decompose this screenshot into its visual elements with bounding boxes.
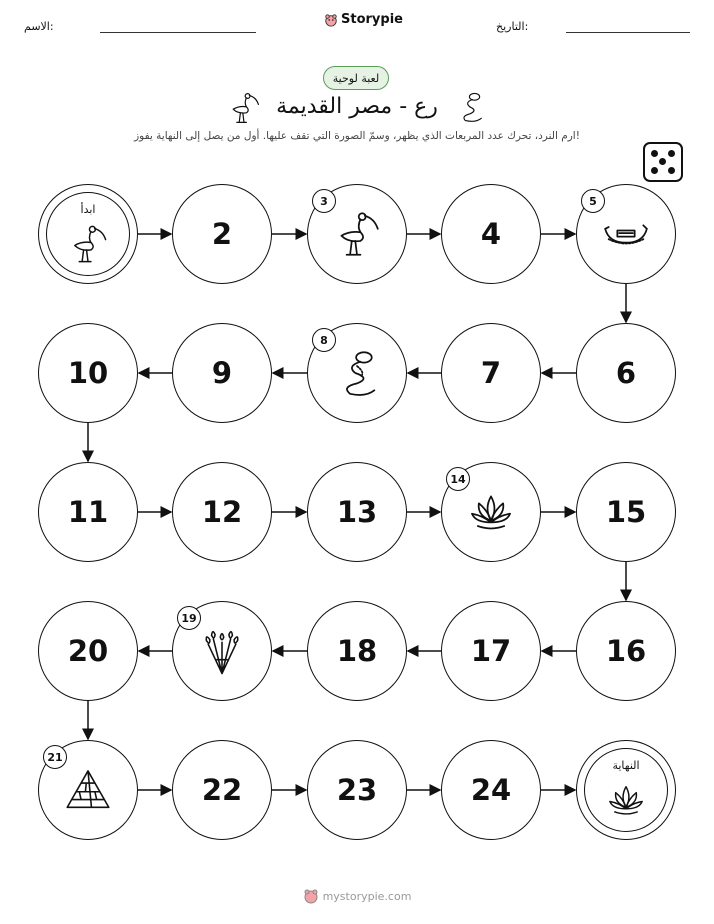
square-number: 4 — [480, 217, 502, 251]
board-square-25 — [576, 740, 676, 840]
square-number-badge: 8 — [312, 328, 336, 352]
square-number: 15 — [605, 495, 647, 529]
board-square-14 — [441, 462, 541, 562]
board-square-21 — [38, 740, 138, 840]
square-number: 18 — [336, 634, 378, 668]
square-number-badge: 21 — [43, 745, 67, 769]
square-number-badge: 19 — [177, 606, 201, 630]
page-title: رع - مصر القديمة — [276, 94, 438, 119]
board-square-16 — [576, 601, 676, 701]
lotus-icon — [602, 778, 650, 822]
board-square-1 — [38, 184, 138, 284]
board-square-12 — [172, 462, 272, 562]
board-square-9 — [172, 323, 272, 423]
boat-icon — [597, 208, 655, 260]
square-number-badge: 3 — [312, 189, 336, 213]
square-number: 2 — [211, 217, 233, 251]
board-square-19 — [172, 601, 272, 701]
board-square-11 — [38, 462, 138, 562]
board-square-24 — [441, 740, 541, 840]
board-square-15 — [576, 462, 676, 562]
square-number: 9 — [211, 356, 233, 390]
wheat-icon — [193, 625, 251, 677]
footer — [0, 888, 714, 904]
board-square-20 — [38, 601, 138, 701]
square-number: 20 — [67, 634, 109, 668]
square-number-badge: 14 — [446, 467, 470, 491]
board-square-18 — [307, 601, 407, 701]
square-number: 11 — [67, 495, 109, 529]
board-square-3 — [307, 184, 407, 284]
ibis-icon — [64, 222, 112, 266]
square-number: 23 — [336, 773, 378, 807]
date-label: التاريخ: — [496, 20, 529, 33]
square-number: 10 — [67, 356, 109, 390]
square-number-badge: 5 — [581, 189, 605, 213]
square-number: 7 — [480, 356, 502, 390]
ibis-icon — [328, 208, 386, 260]
square-number: 13 — [336, 495, 378, 529]
board-square-22 — [172, 740, 272, 840]
lotus-icon — [462, 486, 520, 538]
board-square-5 — [576, 184, 676, 284]
board-square-13 — [307, 462, 407, 562]
square-number: 16 — [605, 634, 647, 668]
board-square-10 — [38, 323, 138, 423]
board-square-2 — [172, 184, 272, 284]
footer-url[interactable]: mystorypie.com — [322, 889, 412, 903]
pyramid-icon — [59, 764, 117, 816]
square-number: 24 — [470, 773, 512, 807]
category-badge: لعبة لوحية — [323, 66, 389, 90]
square-number: 6 — [615, 356, 637, 390]
cobra-icon — [328, 347, 386, 399]
name-label: الاسم: — [24, 20, 54, 33]
board-square-17 — [441, 601, 541, 701]
storypie-mascot-icon — [303, 888, 319, 904]
brand-name: Storypie — [341, 12, 403, 27]
square-number: 22 — [201, 773, 243, 807]
end-label: النهاية — [612, 759, 640, 772]
instructions: ارم النرد، تحرك عدد المربعات الذي يظهر، وسمّ الصورة التي تقف عليها. أول من يصل إلى النهاية يفوز! — [134, 130, 580, 142]
square-number: 12 — [201, 495, 243, 529]
board-square-23 — [307, 740, 407, 840]
board-square-7 — [441, 323, 541, 423]
start-label: ابدأ — [80, 203, 96, 216]
board-square-4 — [441, 184, 541, 284]
board-square-6 — [576, 323, 676, 423]
square-number: 17 — [470, 634, 512, 668]
board-square-8 — [307, 323, 407, 423]
